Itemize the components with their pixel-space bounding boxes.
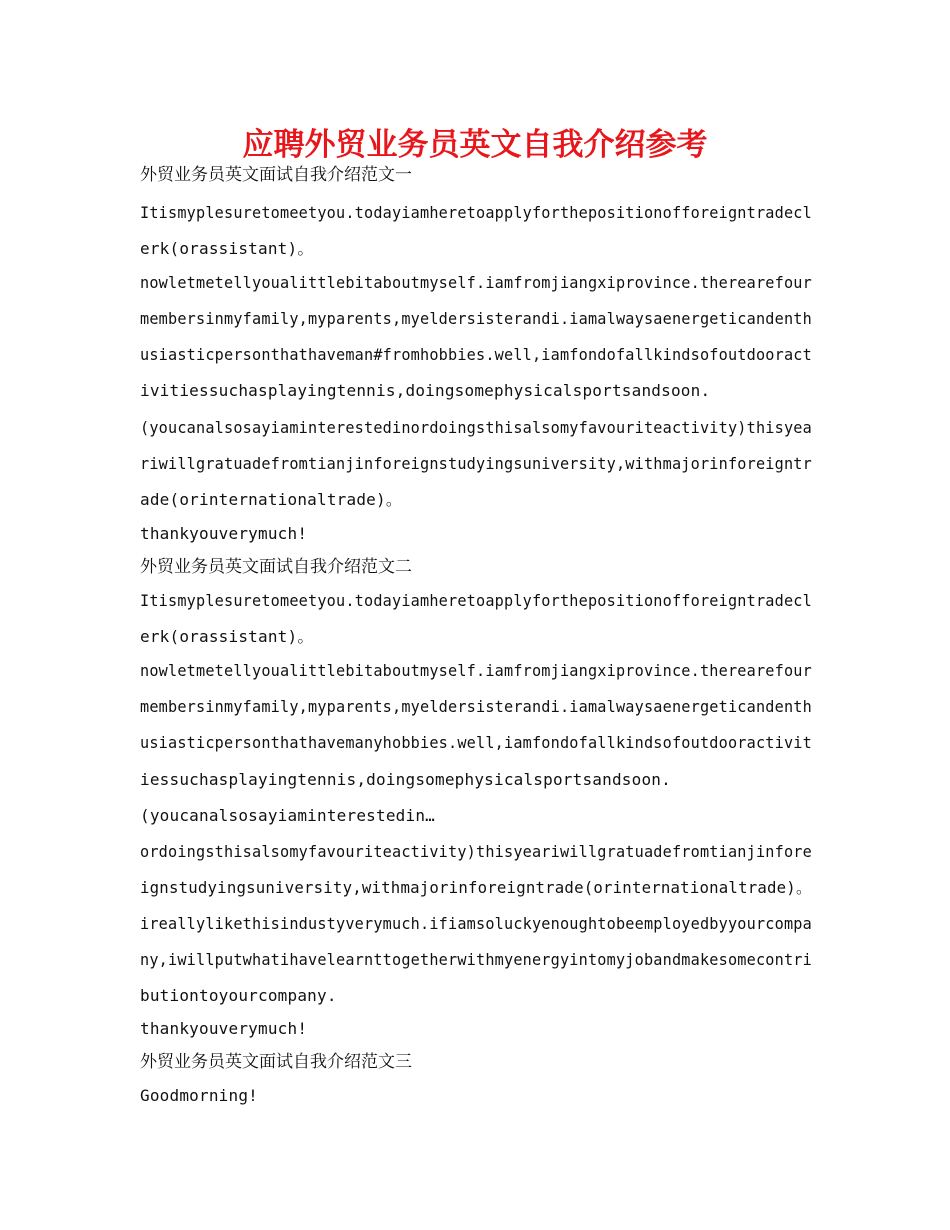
paragraph-line: riwillgratuadefromtianjinforeignstudyingsuniversity,withmajorinforeigntr [140,454,812,473]
paragraph-line: membersinmyfamily,myparents,myeldersisterandi.iamalwaysaenergeticandenth [140,697,812,716]
paragraph-line: erk(orassistant)。 [140,627,314,646]
paragraph-line: ny,iwillputwhatihavelearnttogetherwithmyenergyintomyjobandmakesomecontri [140,950,812,969]
paragraph-line: ivitiessuchasplayingtennis,doingsomephysicalsportsandsoon. [140,381,711,400]
paragraph-line: Itismyplesuretomeetyou.todayiamheretoapplyforthepositionofforeigntradecl [140,203,812,222]
paragraph-line: Goodmorning! [140,1086,258,1105]
paragraph-line: (youcanalsosayiaminterestedin… [140,806,435,825]
paragraph-line: usiasticpersonthathaveman#fromhobbies.well,iamfondofallkindsofoutdooract [140,345,812,364]
section-heading-2: 外贸业务员英文面试自我介绍范文二 [140,557,412,577]
paragraph-line: membersinmyfamily,myparents,myeldersisterandi.iamalwaysaenergeticandenth [140,309,812,328]
paragraph-line: nowletmetellyoualittlebitaboutmyself.iamfromjiangxiprovince.therearefour [140,273,812,292]
section-heading-3: 外贸业务员英文面试自我介绍范文三 [140,1052,412,1072]
paragraph-line: ireallylikethisindustyverymuch.ifiamsoluckyenoughtobeemployedbyyourcompa [140,914,812,933]
paragraph-line: thankyouverymuch! [140,524,308,543]
paragraph-line: ignstudyingsuniversity,withmajorinforeigntrade(orinternationaltrade)。 [140,878,812,897]
paragraph-line: thankyouverymuch! [140,1019,308,1038]
paragraph-line: usiasticpersonthathavemanyhobbies.well,iamfondofallkindsofoutdooractivit [140,733,812,752]
section-heading-1: 外贸业务员英文面试自我介绍范文一 [140,165,412,185]
paragraph-line: (youcanalsosayiaminterestedinordoingsthisalsomyfavouriteactivity)thisyea [140,418,812,437]
paragraph-line: iessuchasplayingtennis,doingsomephysicalsportsandsoon. [140,770,671,789]
paragraph-line: ordoingsthisalsomyfavouriteactivity)thisyeariwillgratuadefromtianjinfore [140,842,812,861]
paragraph-line: butiontoyourcompany. [140,986,337,1005]
paragraph-line: erk(orassistant)。 [140,239,314,258]
document-title: 应聘外贸业务员英文自我介绍参考 [242,127,708,163]
paragraph-line: Itismyplesuretomeetyou.todayiamheretoapplyforthepositionofforeigntradecl [140,591,812,610]
paragraph-line: nowletmetellyoualittlebitaboutmyself.iamfromjiangxiprovince.therearefour [140,661,812,680]
paragraph-line: ade(orinternationaltrade)。 [140,490,403,509]
